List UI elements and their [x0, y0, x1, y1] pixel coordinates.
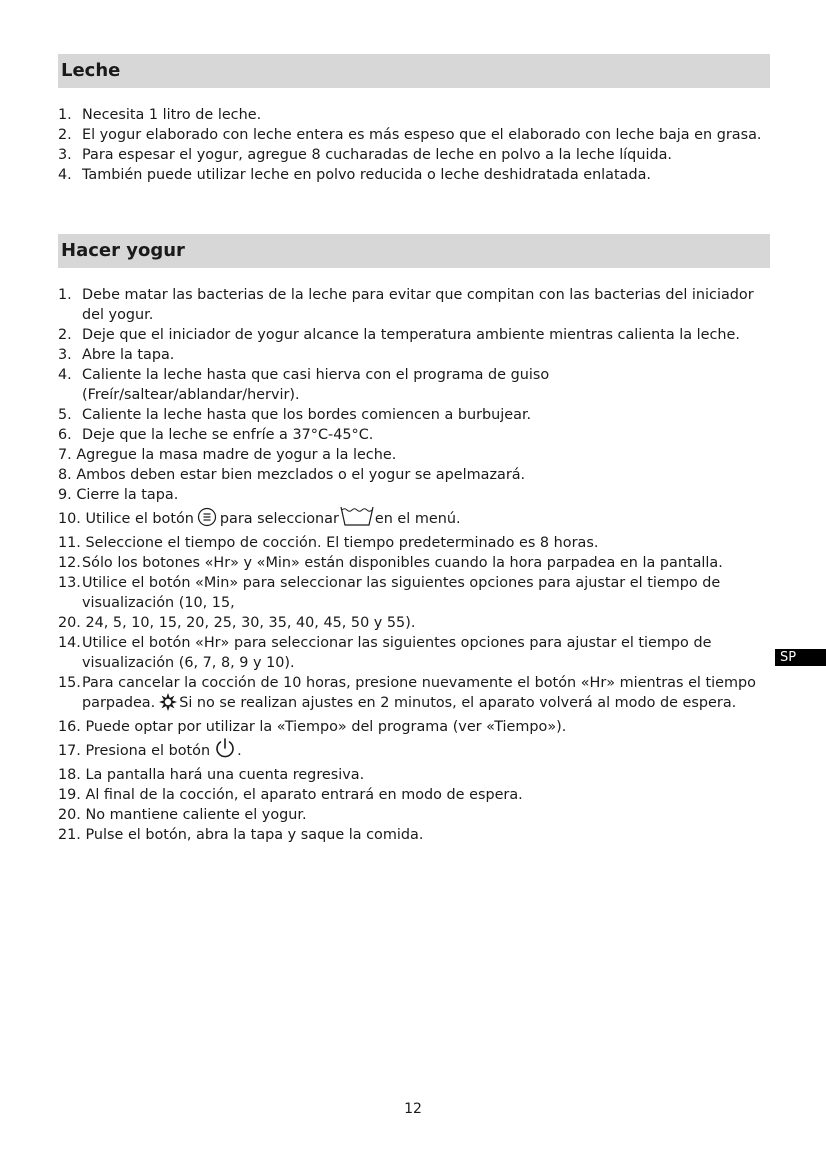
list-item: 17. Presiona el botón .	[58, 737, 770, 765]
list-item: 12. Sólo los botones «Hr» y «Min» están disponibles cuando la hora parpadea en la pantalla.	[58, 555, 723, 571]
list-item: 11. Seleccione el tiempo de cocción. El tiempo predeterminado es 8 horas.	[58, 535, 599, 551]
list-item: 18. La pantalla hará una cuenta regresiva.	[58, 767, 365, 783]
hacer-yogur-list	[58, 285, 770, 845]
list-item: 15. Para cancelar la cocción de 10 horas, presione nuevamente el botón «Hr» mientras el tiempo parpadea. Si no se realizan ajustes en 2 minutos, el aparato volverá al modo de espera.	[58, 673, 770, 717]
language-tab: SP	[775, 649, 826, 666]
list-item: 21. Pulse el botón, abra la tapa y saque la comida.	[58, 827, 424, 843]
list-item: 2. Deje que el iniciador de yogur alcance la temperatura ambiente mientras calienta la leche.	[58, 327, 740, 343]
list-item: 1. Debe matar las bacterias de la leche para evitar que compitan con las bacterias del iniciador del yogur.	[58, 287, 754, 323]
list-item: 1. Necesita 1 litro de leche.	[58, 107, 262, 123]
leche-list	[58, 105, 770, 185]
list-item: 4. Caliente la leche hasta que casi hierva con el programa de guiso (Freír/saltear/ablandar/hervir).	[58, 367, 550, 403]
list-item: 4. También puede utilizar leche en polvo reducida o leche deshidratada enlatada.	[58, 167, 651, 183]
list-item: 9. Cierre la tapa.	[58, 487, 179, 503]
list-item: 14. Utilice el botón «Hr» para seleccionar las siguientes opciones para ajustar el tiempo de visualización (6, 7, 8, 9 y 10).	[58, 635, 712, 671]
list-item: 20. No mantiene caliente el yogur.	[58, 807, 307, 823]
list-item: 10. Utilice el botón para seleccionar en el menú.	[58, 505, 770, 533]
list-item: 19. Al final de la cocción, el aparato entrará en modo de espera.	[58, 787, 523, 803]
list-item: 3. Abre la tapa.	[58, 347, 175, 363]
list-item: 2. El yogur elaborado con leche entera es más espeso que el elaborado con leche baja en grasa.	[58, 127, 762, 143]
power-button-icon	[214, 737, 236, 765]
section-title-hacer-yogur: Hacer yogur	[58, 234, 770, 268]
list-item: 6. Deje que la leche se enfríe a 37°C-45°C.	[58, 427, 374, 443]
list-item: 16. Puede optar por utilizar la «Tiempo» del programa (ver «Tiempo»).	[58, 719, 567, 735]
list-item: 8. Ambos deben estar bien mezclados o el yogur se apelmazará.	[58, 467, 526, 483]
list-item: 13. Utilice el botón «Min» para seleccionar las siguientes opciones para ajustar el tiempo de visualización (10, 15,	[58, 575, 721, 611]
menu-button-icon	[197, 507, 217, 533]
list-item: 20. 24, 5, 10, 15, 20, 25, 30, 35, 40, 45, 50 y 55).	[58, 615, 416, 631]
section-title-leche: Leche	[58, 54, 770, 88]
yogurt-program-icon	[340, 505, 374, 533]
blinking-icon	[159, 693, 177, 717]
list-item: 3. Para espesar el yogur, agregue 8 cucharadas de leche en polvo a la leche líquida.	[58, 147, 672, 163]
list-item: 7. Agregue la masa madre de yogur a la leche.	[58, 447, 397, 463]
list-item: 5. Caliente la leche hasta que los bordes comiencen a burbujear.	[58, 407, 532, 423]
page-number: 12	[404, 1101, 422, 1117]
